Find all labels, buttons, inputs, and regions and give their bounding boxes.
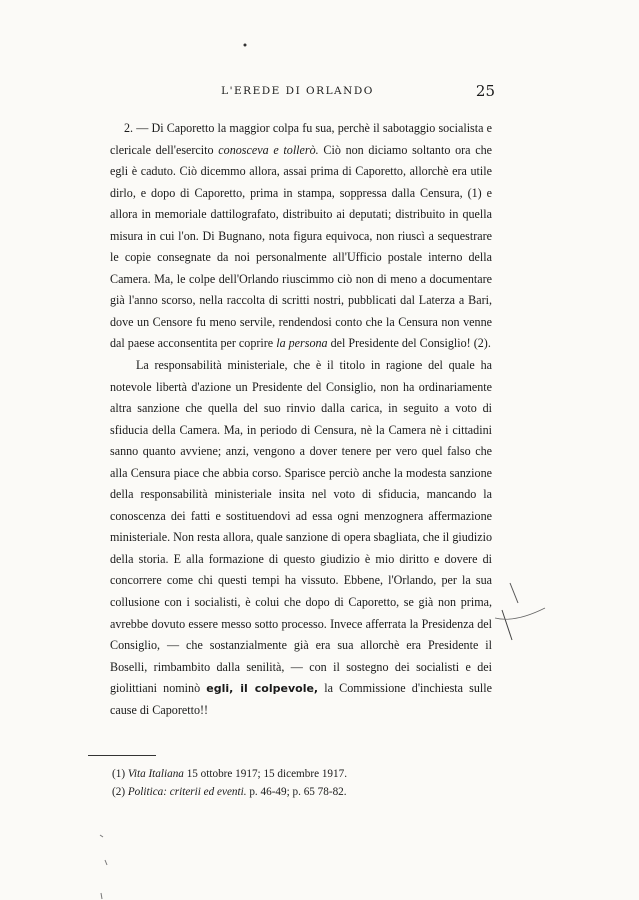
paragraph-1-lead: 2. — Di Caporetto la maggior colpa fu sua, perchè il sabotaggio socialista e clericale dell'esercito — [110, 121, 492, 157]
footnote-rule — [88, 755, 156, 756]
paragraph-1-italic-2: la persona — [276, 336, 328, 351]
footnote-2-italic: Politica: criterii ed eventi. — [127, 786, 247, 798]
page-header — [100, 82, 495, 102]
paragraph-1 — [110, 118, 492, 355]
footnote-1-text: 15 ottobre 1917; 15 dicembre 1917. — [183, 768, 348, 780]
footnote-1-marker: (1) — [112, 768, 126, 780]
ink-dot — [240, 40, 250, 50]
body-text — [110, 118, 492, 721]
paragraph-2-text: La responsabilità ministeriale, che è il titolo in ragione del quale ha notevole libertà d'azione un Presidente del Consiglio, non ha ordinariamente altra sanzione che quella del suo rinvio dalla carica, in seguito a voto di sfiducia della Camera. Ma, in periodo di Censura, nè la Camera nè i cittadini sanno quanto avviene; anzi, vengono a dover tenere per vero quel falso che alla Censura piace che abbia corso. Sparisce perciò anche la modesta sanzione della responsabilità ministeriale insita nel voto di sfiducia, mancando la conoscenza dei fatti e sostituendovi ad essa ogni menzognera affermazione ministeriale. Non resta allora, quale sanzione di opera sbagliata, che il giudizio della storia. E alla formazione di questo giudizio è mio diritto e dovere di concorrere come chi questi tempi ha vissuto. Ebbene, l'Orlando, per la sua collusione con i socialisti, è colui che dopo di Caporetto, se già non prima, avrebbe dovuto essere messo sotto processo. Invece afferrata la Presidenza del Consiglio, — che sostanzialmente già era sua allorchè era Presidente il Boselli, rimbambito dalla senilità, — con il sostegno dei socialisti e dei giolittiani nominò — [110, 358, 492, 696]
page-number: 25 — [475, 82, 495, 100]
margin-marks — [95, 815, 135, 900]
paragraph-1-tail: del Presidente del Consiglio! (2). — [327, 336, 491, 351]
paragraph-2-bold: egli, il colpevole, — [206, 682, 319, 696]
footnote-1-italic: Vita Italiana — [127, 768, 184, 780]
paragraph-1-italic-1: conosceva e tollerò. — [218, 142, 319, 157]
footnotes — [112, 765, 492, 801]
paragraph-2-tail: la Commissione d'inchiesta sulle cause di Caporetto!! — [110, 681, 492, 717]
footnote-2-text: p. 46-49; p. 65 78-82. — [246, 786, 347, 798]
paragraph-2 — [110, 355, 492, 721]
pencil-mark — [490, 578, 550, 658]
footnote-2-marker: (2) — [112, 786, 126, 798]
footnote-2 — [112, 783, 492, 801]
running-title: L'EREDE DI ORLANDO — [221, 85, 374, 97]
paragraph-1-rest: Ciò non diciamo soltanto ora che egli è caduto. Ciò dicemmo allora, assai prima di Caporetto, allorchè era utile dirlo, e dopo di Caporetto, prima in stampa, soppressa dalla Censura, (1) e allora in memoriale dattilografato, distribuito ai deputati; distribuito in quella misura in cui l'on. Di Bugnano, nota figura equivoca, non riuscì a sequestrare le copie consegnate da noi personalmente all'Ufficio postale interno della Camera. Ma, le colpe dell'Orlando riuscimmo ciò non di meno a documentare già l'anno scorso, nella raccolta di scritti nostri, pubblicati dal Laterza a Bari, dove un Censore fu meno servile, rendendosi conto che la Censura non venne dal paese acconsentita per coprire — [110, 142, 493, 351]
footnote-1 — [112, 765, 492, 783]
